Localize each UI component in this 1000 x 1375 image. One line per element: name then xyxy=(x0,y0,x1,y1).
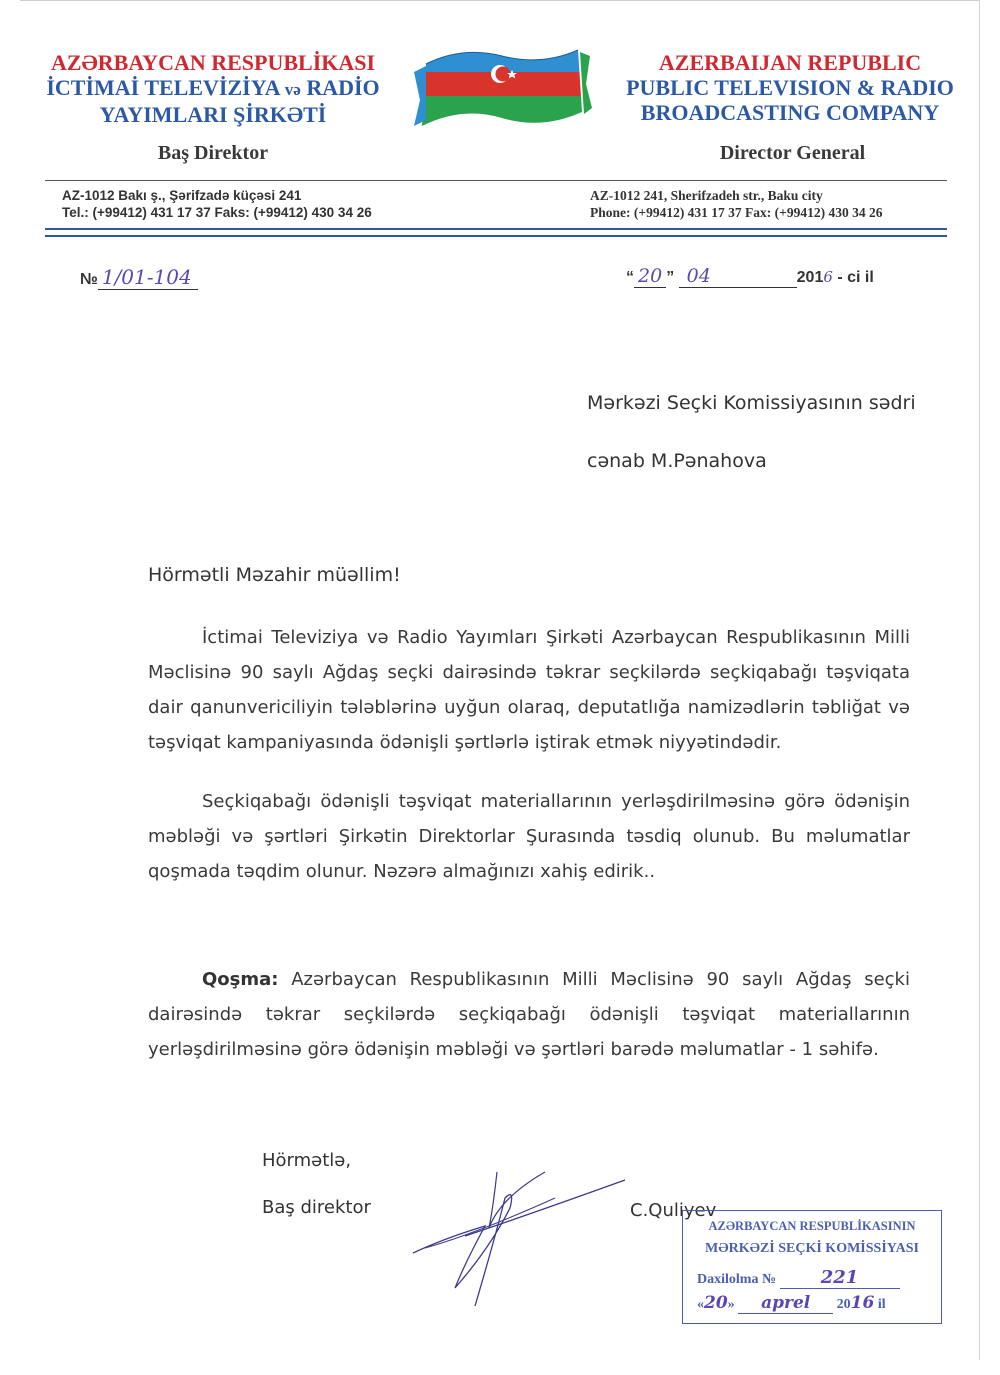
date-day: 20 xyxy=(634,265,666,288)
attachment-label: Qoşma: xyxy=(202,969,279,990)
recipient-line2: cənab M.Pənahova xyxy=(587,450,767,472)
stamp-day: 20 xyxy=(704,1293,728,1313)
handwritten-signature xyxy=(405,1168,635,1313)
stamp-line1: AZƏRBAYCAN RESPUBLİKASININ xyxy=(708,1219,916,1233)
date-year-digit: 6 xyxy=(823,268,833,286)
letterhead-left-line3: YAYIMLARI ŞİRKƏTİ xyxy=(99,102,327,127)
date-year-prefix: 201 xyxy=(796,269,824,286)
letterhead-right-line1: AZERBAIJAN REPUBLIC xyxy=(658,50,922,75)
header-divider xyxy=(45,180,947,181)
letterhead-right xyxy=(600,50,980,125)
attachment-paragraph xyxy=(148,962,910,1067)
address-divider-2 xyxy=(45,235,947,237)
attachment-text: Azərbaycan Respublikasının Milli Məclisinə 90 saylı Ağdaş seçki dairəsində təkrar seçkilərdə seçkiqabağı ödənişli təşviqat materiallarının yerləşdirilməsinə görə ödənişin məbləği və şərtləri barədə məlumatlar - 1 səhifə. xyxy=(148,969,910,1060)
letterhead-left-line2 xyxy=(28,75,398,102)
reference-date: “ 20 ” 04 2016 - ci il xyxy=(626,265,874,287)
address-right-line2: Phone: (+99412) 431 17 37 Fax: (+99412) 430 34 26 xyxy=(590,205,883,220)
stamp-year-prefix: 20 xyxy=(836,1297,851,1312)
letterhead-left xyxy=(28,50,398,127)
stamp-entry-value: 221 xyxy=(780,1267,900,1289)
letterhead-left-line2c: RADİO xyxy=(306,75,380,100)
signer-name: C.Quliyev xyxy=(630,1200,717,1221)
body-paragraph-1-text: İctimai Televiziya və Radio Yayımları Şirkəti Azərbaycan Respublikasının Milli Məclisinə 90 saylı Ağdaş seçki dairəsində təkrar seçkilərdə seçkiqabağı təşviqata dair qanunvericiliyin tələblərinə uyğun olaraq, deputatlığa namizədlərin təbliğat və təşviqat kampaniyasında ödənişli şərtlərlə iştirak etmək niyyətindədir. xyxy=(148,627,910,753)
recipient-line1: Mərkəzi Seçki Komissiyasının sədri xyxy=(587,392,916,414)
page-edge-right xyxy=(979,0,980,1360)
stamp-line2: MƏRKƏZİ SEÇKİ KOMİSSİYASI xyxy=(705,1241,919,1256)
title-left: Baş Direktor xyxy=(157,142,269,164)
letterhead-left-line2b: və xyxy=(284,80,301,99)
stamp-year-value: 16 xyxy=(850,1293,875,1313)
stamp-date: «20» aprel 2016 il xyxy=(697,1293,886,1313)
reference-number-label: № xyxy=(80,271,98,288)
letterhead-left-line1: AZƏRBAYCAN RESPUBLİKASI xyxy=(50,50,376,75)
letterhead-right-line3: BROADCASTING COMPANY xyxy=(640,100,940,125)
address-left xyxy=(62,187,372,221)
registration-stamp xyxy=(682,1210,942,1324)
address-right-line1: AZ-1012 241, Sherifzadeh str., Baku city xyxy=(590,188,823,203)
reference-number xyxy=(80,265,198,290)
address-right xyxy=(590,187,883,221)
letterhead-right-line2: PUBLIC TELEVISION & RADIO xyxy=(626,75,954,100)
reference-number-value: 1/01-104 xyxy=(98,265,198,290)
stamp-entry xyxy=(697,1267,900,1289)
letterhead-left-line2a: İCTİMAİ TELEVİZİYA xyxy=(46,75,280,100)
address-left-line1: AZ-1012 Bakı ş., Şərifzadə küçəsi 241 xyxy=(62,188,302,203)
address-divider-1 xyxy=(45,228,947,230)
azerbaijan-flag-icon xyxy=(412,42,592,134)
stamp-month: aprel xyxy=(738,1293,833,1314)
stamp-year-suffix: il xyxy=(877,1297,886,1312)
address-left-line2: Tel.: (+99412) 431 17 37 Faks: (+99412) 430 34 26 xyxy=(62,205,372,220)
date-month: 04 xyxy=(679,265,797,288)
greeting: Hörmətli Məzahir müəllim! xyxy=(148,564,401,586)
stamp-entry-label: Daxilolma № xyxy=(697,1272,777,1287)
body-paragraph-2-text: Seçkiqabağı ödənişli təşviqat materiallarının yerləşdirilməsinə görə ödənişin məbləği və şərtləri Şirkətin Direktorlar Şurasında təsdiq olunub. Bu məlumatlar qoşmada təqdim olunur. Nəzərə almağınızı xahiş edirik.. xyxy=(148,791,910,882)
body-paragraph-2 xyxy=(148,784,910,889)
title-right: Director General xyxy=(719,142,866,164)
body-paragraph-1 xyxy=(148,620,910,760)
closing-position: Baş direktor xyxy=(262,1197,371,1218)
date-suffix: - ci il xyxy=(837,269,874,286)
page-edge-top xyxy=(20,0,980,1)
closing-regards: Hörmətlə, xyxy=(262,1150,352,1171)
